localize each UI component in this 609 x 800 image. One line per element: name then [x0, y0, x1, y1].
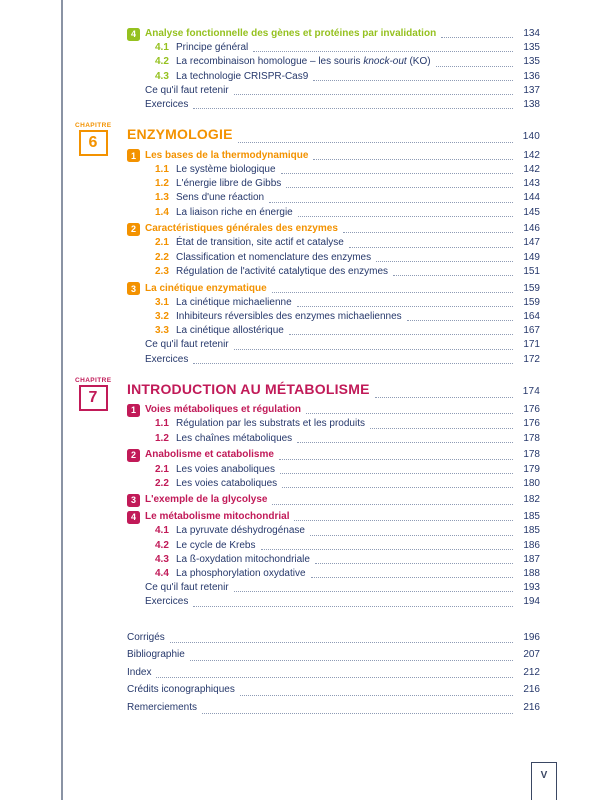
sub-title: La cinétique allostérique: [176, 325, 284, 337]
toc-entry-backmatter: [127, 681, 540, 699]
page-ref: 159: [523, 282, 540, 294]
toc-entry-sub: [127, 296, 540, 310]
toc-entry-sub: [127, 55, 540, 69]
page-ref: 171: [523, 339, 540, 351]
page-ref: 178: [523, 449, 540, 461]
dotted-leader: [376, 261, 513, 262]
page-ref: 176: [523, 418, 540, 430]
dotted-leader: [282, 487, 513, 488]
entry-label: Ce qu'il faut retenir: [145, 339, 229, 351]
page-ref: 151: [523, 265, 540, 277]
section-number-badge: 3: [127, 494, 140, 507]
sub-number: 1.2: [155, 178, 169, 190]
sub-number: 2.1: [155, 463, 169, 475]
section-number-badge: 2: [127, 223, 140, 236]
toc-entry-sub: [127, 191, 540, 205]
toc-entry-section: [127, 149, 540, 163]
page-ref: 147: [523, 237, 540, 249]
toc-entry-sub: [127, 163, 540, 177]
entry-label: Ce qu'il faut retenir: [145, 84, 229, 96]
sub-title: Sens d'une réaction: [176, 192, 265, 204]
sub-title: [176, 41, 248, 55]
dotted-leader: [306, 413, 513, 414]
page-ref: 138: [523, 99, 540, 111]
chapter-kicker: CHAPITRE: [75, 122, 112, 130]
dotted-leader: [234, 94, 513, 95]
page-ref: 142: [523, 163, 540, 175]
dotted-leader: [234, 591, 513, 592]
page-ref: 159: [523, 296, 540, 308]
sub-title: Les voies anaboliques: [176, 463, 275, 475]
toc-entry-section: [127, 510, 540, 524]
dotted-leader: [343, 232, 513, 233]
page-ref: 164: [523, 310, 540, 322]
page-ref: 193: [523, 582, 540, 594]
chapter-kicker: CHAPITRE: [75, 376, 112, 384]
toc-entry-sub: [127, 553, 540, 567]
spine-rule: [61, 0, 63, 800]
sub-title: Le système biologique: [176, 163, 276, 175]
sub-title-italic: knock-out: [363, 56, 407, 68]
toc-entry-section: [127, 493, 540, 507]
page-ref: 142: [523, 149, 540, 161]
page-ref: 149: [523, 251, 540, 263]
toc-entry-sub: [127, 477, 540, 491]
page-ref: 179: [523, 463, 540, 475]
section-number-badge: 1: [127, 149, 140, 162]
section-number-badge: 4: [127, 511, 140, 524]
entry-label: Exercices: [145, 596, 189, 608]
dotted-leader: [272, 504, 513, 505]
entry-label: Ce qu'il faut retenir: [145, 582, 229, 594]
page-ref: 172: [523, 353, 540, 365]
dotted-leader: [310, 535, 513, 536]
sub-title-tail: (KO): [406, 56, 431, 68]
entry-label: Exercices: [145, 99, 189, 111]
section-title: Caractéristiques générales des enzymes: [145, 223, 338, 235]
entry-label: Exercices: [145, 353, 189, 365]
sub-number: 3.1: [155, 296, 169, 308]
chapter-6-badge: [75, 122, 111, 156]
page-ref: 137: [523, 84, 540, 96]
sub-number: 4.1: [155, 42, 169, 54]
toc-chapter-7: [75, 376, 540, 610]
toc-entry-retenir: [127, 338, 540, 352]
toc-entry-exercices: [127, 595, 540, 609]
dotted-leader: [156, 677, 513, 678]
dotted-leader: [289, 334, 513, 335]
dotted-leader: [349, 247, 513, 248]
sub-number: 1.4: [155, 206, 169, 218]
toc-entry-backmatter: [127, 629, 540, 647]
toc-entry-exercices: [127, 353, 540, 367]
dotted-leader: [234, 349, 513, 350]
dotted-leader: [311, 577, 513, 578]
toc-entry-sub: [127, 463, 540, 477]
sub-title: [176, 70, 308, 84]
chapter-title: INTRODUCTION AU MÉTABOLISME: [127, 380, 370, 397]
sub-title: Les voies cataboliques: [176, 477, 278, 489]
sub-title-text: La recombinaison homologue – les souris: [176, 56, 364, 68]
sub-title: La pyruvate déshydrogénase: [176, 525, 305, 537]
sub-title: Régulation de l'activité catalytique des enzymes: [176, 265, 389, 277]
sub-title: L'énergie libre de Gibbs: [176, 178, 282, 190]
dotted-leader: [297, 442, 513, 443]
chapter-number-box: 7: [79, 385, 108, 411]
sub-title: Les chaînes métaboliques: [176, 432, 293, 444]
page-ref: 135: [523, 42, 540, 54]
sub-number: 2.2: [155, 251, 169, 263]
page-ref: 185: [523, 511, 540, 523]
page-ref: 146: [523, 223, 540, 235]
entry-label: Corrigés: [127, 631, 165, 643]
dotted-leader: [281, 173, 513, 174]
sub-title: Inhibiteurs réversibles des enzymes michaeliennes: [176, 310, 402, 322]
sub-number: 1.1: [155, 418, 169, 430]
dotted-leader: [272, 292, 513, 293]
page-ref: 145: [523, 206, 540, 218]
dotted-leader: [253, 51, 513, 52]
toc-entry-sub: [127, 539, 540, 553]
sub-title: [176, 55, 431, 69]
section-number-badge: 2: [127, 449, 140, 462]
page-ref: 135: [523, 56, 540, 68]
sub-number: 4.3: [155, 553, 169, 565]
sub-number: 2.1: [155, 237, 169, 249]
page-ref: 143: [523, 178, 540, 190]
section-number-badge: 1: [127, 404, 140, 417]
page-ref: 187: [523, 553, 540, 565]
sub-number: 3.2: [155, 310, 169, 322]
toc-content: [75, 27, 540, 717]
section-title: Voies métaboliques et régulation: [145, 404, 301, 416]
toc-entry-sub: [127, 41, 540, 55]
sub-title: La ß-oxydation mitochondriale: [176, 553, 310, 565]
entry-label: Index: [127, 666, 152, 678]
toc-backmatter: [127, 629, 540, 717]
sub-title: Le cycle de Krebs: [176, 539, 256, 551]
dotted-leader: [261, 549, 514, 550]
toc-chapter-6: [75, 122, 540, 367]
dotted-leader: [193, 363, 513, 364]
dotted-leader: [193, 606, 513, 607]
dotted-leader: [240, 695, 513, 696]
chapter-number-box: 6: [79, 130, 108, 156]
dotted-leader: [315, 563, 513, 564]
page-ref: 174: [522, 385, 540, 397]
page-ref: 188: [523, 568, 540, 579]
page-ref: 216: [523, 684, 540, 696]
dotted-leader: [279, 459, 513, 460]
page-ref: 196: [523, 631, 540, 643]
sub-number: 4.2: [155, 539, 169, 551]
toc-entry-sub: [127, 177, 540, 191]
dotted-leader: [193, 108, 513, 109]
dotted-leader: [238, 142, 513, 143]
dotted-leader: [294, 520, 513, 521]
toc-entry-sub: [127, 432, 540, 446]
dotted-leader: [370, 428, 513, 429]
sub-number: 3.3: [155, 325, 169, 337]
toc-entry-section: [127, 448, 540, 462]
dotted-leader: [170, 642, 513, 643]
dotted-leader: [313, 80, 513, 81]
dotted-leader: [286, 187, 513, 188]
toc-entry-sub: [127, 310, 540, 324]
page-ref: 178: [523, 432, 540, 444]
toc-entry-sub: [127, 251, 540, 265]
sub-number: 4.4: [155, 568, 169, 579]
dotted-leader: [202, 713, 513, 714]
section-title: Les bases de la thermodynamique: [145, 149, 309, 161]
page-ref: 182: [523, 494, 540, 506]
sub-number: 4.2: [155, 56, 169, 68]
sub-number: 4.3: [155, 70, 169, 82]
toc-entry-backmatter: [127, 699, 540, 717]
entry-label: Bibliographie: [127, 649, 185, 661]
section-number-badge: 3: [127, 282, 140, 295]
toc-entry-chapter-title: [127, 380, 540, 401]
page-ref: 176: [523, 404, 540, 416]
sub-title: Régulation par les substrats et les produits: [176, 418, 365, 430]
page-folio: V: [540, 770, 548, 781]
section-title: La cinétique enzymatique: [145, 282, 267, 294]
sub-number: 2.2: [155, 477, 169, 489]
toc-entry-sub: [127, 236, 540, 250]
toc-entry-chapter-title: [127, 125, 540, 146]
sub-title: Classification et nomenclature des enzymes: [176, 251, 372, 263]
sub-number: 4.1: [155, 525, 169, 537]
page-ref: 144: [523, 192, 540, 204]
section-title: L'exemple de la glycolyse: [145, 494, 268, 506]
section-number-badge: 4: [127, 28, 140, 41]
sub-title: État de transition, site actif et catalyse: [176, 237, 344, 249]
sub-title-text: La technologie CRISPR-Cas9: [176, 70, 309, 82]
entry-label: Crédits iconographiques: [127, 684, 235, 696]
dotted-leader: [393, 275, 513, 276]
page-ref: 136: [523, 70, 540, 82]
toc-entry-sub: [127, 70, 540, 84]
sub-number: 1.1: [155, 163, 169, 175]
toc-entry-sub: [127, 567, 540, 581]
dotted-leader: [190, 660, 513, 661]
entry-label: Remerciements: [127, 701, 198, 713]
section-title: Anabolisme et catabolisme: [145, 449, 274, 461]
toc-entry-sub: [127, 265, 540, 279]
page-ref: 185: [523, 525, 540, 537]
dotted-leader: [441, 37, 513, 38]
page-number-box: [531, 762, 557, 800]
toc-entry-sub: [127, 206, 540, 220]
section-title: Analyse fonctionnelle des gènes et protéines par invalidation: [145, 28, 437, 39]
section-title: Le métabolisme mitochondrial: [145, 511, 290, 523]
toc-entry-section: [127, 282, 540, 296]
dotted-leader: [407, 320, 513, 321]
dotted-leader: [280, 473, 513, 474]
page-ref: 167: [523, 325, 540, 337]
page-ref: 194: [523, 596, 540, 608]
toc-entry-sub: [127, 324, 540, 338]
page-ref: 186: [523, 539, 540, 551]
sub-title: La cinétique michaelienne: [176, 296, 292, 308]
dotted-leader: [298, 216, 513, 217]
dotted-leader: [375, 397, 513, 398]
page-ref: 207: [523, 649, 540, 661]
page-ref: 140: [522, 131, 540, 143]
page-ref: 134: [523, 28, 540, 39]
sub-title-text: Principe général: [176, 42, 249, 54]
sub-title: La liaison riche en énergie: [176, 206, 293, 218]
sub-number: 1.2: [155, 432, 169, 444]
dotted-leader: [436, 66, 513, 67]
page-ref: 212: [523, 666, 540, 678]
page-ref: 180: [523, 477, 540, 489]
page-ref: 216: [523, 701, 540, 713]
sub-number: 1.3: [155, 192, 169, 204]
dotted-leader: [269, 202, 513, 203]
toc-entry-backmatter: [127, 664, 540, 682]
dotted-leader: [313, 159, 513, 160]
dotted-leader: [297, 306, 513, 307]
sub-title: La phosphorylation oxydative: [176, 568, 306, 579]
toc-entry-sub: [127, 417, 540, 431]
toc-entry-retenir: [127, 84, 540, 98]
toc-group-prev-chapter: [127, 27, 540, 112]
toc-entry-section: [127, 403, 540, 417]
toc-entry-sub: [127, 524, 540, 538]
chapter-7-badge: [75, 377, 111, 411]
sub-number: 2.3: [155, 265, 169, 277]
toc-entry-section: [127, 222, 540, 236]
toc-entry-section: [127, 27, 540, 41]
toc-entry-retenir: [127, 581, 540, 595]
toc-entry-exercices: [127, 98, 540, 112]
toc-entry-backmatter: [127, 646, 540, 664]
chapter-title: ENZYMOLOGIE: [127, 126, 233, 143]
